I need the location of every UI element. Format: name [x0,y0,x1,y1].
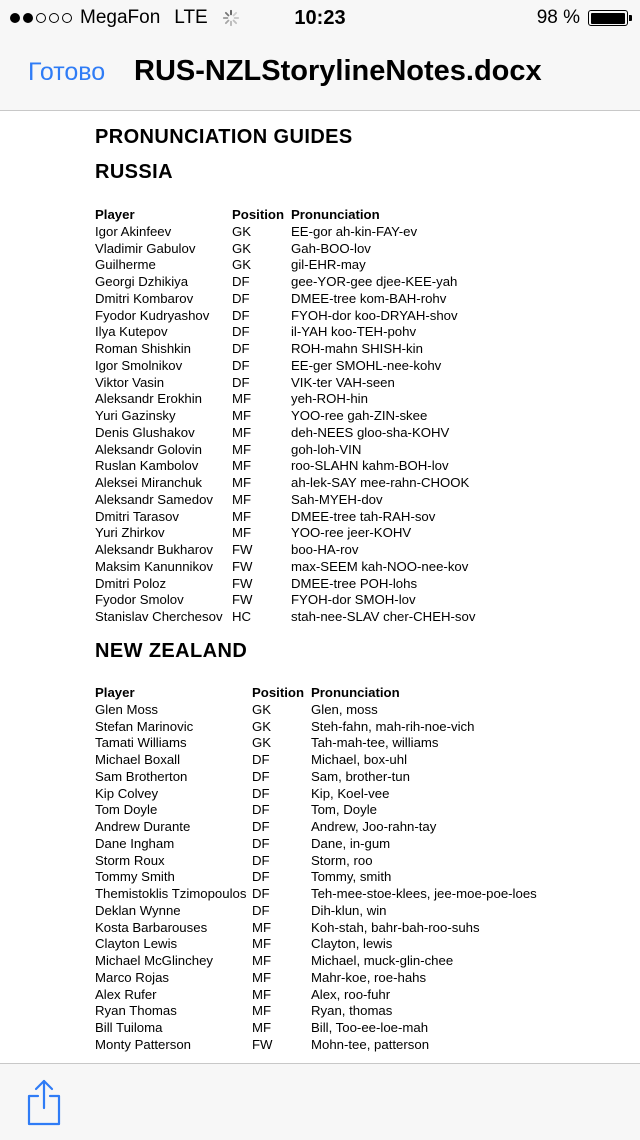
player-position: FW [232,558,253,574]
player-pronunciation: Steh-fahn, mah-rih-noe-vich [311,718,475,734]
table-row [95,224,475,241]
player-name: Stanislav Cherchesov [95,609,223,624]
player-name: Denis Glushakov [95,424,195,440]
player-name: Andrew Durante [95,819,191,834]
player-position: MF [232,391,252,407]
player-pronunciation: gil-EHR-may [291,257,366,273]
player-name: Fyodor Kudryashov [95,307,210,323]
table-row [95,308,475,325]
player-pronunciation: yeh-ROH-hin [291,391,368,407]
table-row [95,475,475,492]
player-pronunciation: il-YAH koo-TEH-pohv [291,324,417,340]
player-name: Marco Rojas [95,969,170,985]
player-pronunciation: gee-YOR-gee djee-KEE-yah [291,274,458,289]
battery-percent: 98 % [536,7,580,28]
player-position: DF [232,341,250,356]
player-name: Storm Roux [95,852,165,868]
player-pronunciation: EE-gor ah-kin-FAY-ev [291,223,418,239]
share-icon[interactable] [26,1078,62,1126]
player-name: Dmitri Kombarov [95,290,194,306]
player-pronunciation: Teh-mee-stoe-klees, jee-moe-poe-loes [311,886,537,901]
player-position: DF [252,852,270,868]
player-position: DF [252,902,270,918]
table-row [95,559,475,576]
player-pronunciation: Clayton, lewis [311,936,393,952]
player-name: Kosta Barbarouses [95,919,208,935]
document-viewer[interactable] [0,111,640,1063]
player-position: DF [232,307,250,323]
table-row [95,903,539,920]
player-position: MF [252,969,272,985]
player-name: Stefan Marinovic [95,718,194,734]
table-row [95,752,539,769]
russia-roster-table [95,207,475,626]
new-zealand-roster-table [95,685,539,1054]
table-row [95,241,475,258]
table-row [95,920,539,937]
player-position: DF [252,886,270,901]
player-position: MF [252,986,272,1002]
player-name: Yuri Gazinsky [95,408,176,423]
table-row [95,987,539,1004]
player-pronunciation: Koh-stah, bahr-bah-roo-suhs [311,919,480,935]
player-pronunciation: YOO-ree jeer-KOHV [291,525,412,541]
player-position: HC [232,609,252,624]
table-row [95,341,475,358]
table-row [95,836,539,853]
player-name: Dmitri Poloz [95,575,167,591]
player-name: Maksim Kanunnikov [95,558,214,574]
table-row [95,853,539,870]
player-name: Igor Akinfeev [95,223,172,239]
table-row [95,358,475,375]
player-name: Aleksandr Samedov [95,491,214,507]
player-pronunciation: boo-HA-rov [291,542,359,557]
player-position: MF [232,441,252,457]
player-name: Tamati Williams [95,735,187,751]
player-name: Clayton Lewis [95,936,178,952]
player-position: DF [252,835,270,851]
carrier-name: MegaFon [80,7,161,28]
player-position: FW [232,592,253,608]
player-position: GK [252,735,272,751]
network-type: LTE [174,7,208,28]
player-position: DF [252,869,270,885]
player-position: GK [252,718,272,734]
player-position: FW [232,542,253,557]
table-row [95,458,475,475]
player-pronunciation: Kip, Koel-vee [311,785,390,801]
table-row [95,324,475,341]
player-pronunciation: FYOH-dor koo-DRYAH-shov [291,307,458,323]
player-name: Alex Rufer [95,986,157,1002]
player-pronunciation: Storm, roo [311,852,373,868]
table-row [95,509,475,526]
battery-icon [588,10,628,26]
player-name: Deklan Wynne [95,902,181,918]
status-bar [0,0,640,36]
player-pronunciation: Michael, box-uhl [311,752,408,767]
player-position: MF [232,508,252,524]
table-row [95,291,475,308]
player-pronunciation: DMEE-tree POH-lohs [291,575,418,591]
table-row [95,702,539,719]
player-name: Michael Boxall [95,752,181,767]
player-name: Ilya Kutepov [95,324,168,340]
player-name: Kip Colvey [95,785,159,801]
player-pronunciation: Glen, moss [311,701,378,717]
player-position: MF [232,458,252,474]
player-position: DF [252,785,270,801]
player-name: Sam Brotherton [95,768,188,784]
player-pronunciation: Dane, in-gum [311,835,391,851]
table-row [95,257,475,274]
player-position: GK [232,240,252,256]
player-name: Aleksandr Bukharov [95,542,214,557]
table-row [95,786,539,803]
player-name: Fyodor Smolov [95,592,184,608]
player-pronunciation: Bill, Too-ee-loe-mah [311,1020,429,1035]
column-header-position: Position [232,207,285,222]
player-pronunciation: stah-nee-SLAV cher-CHEH-sov [291,609,476,624]
table-row [95,719,539,736]
player-position: DF [252,752,270,767]
table-row [95,391,475,408]
table-header-row [95,685,539,702]
player-pronunciation: Tom, Doyle [311,802,377,818]
player-name: Monty Patterson [95,1036,192,1052]
player-position: DF [232,290,250,306]
player-name: Viktor Vasin [95,374,165,390]
player-name: Roman Shishkin [95,341,192,356]
player-position: MF [232,525,252,541]
player-position: FW [252,1036,273,1052]
player-position: DF [232,274,250,289]
player-position: DF [232,324,250,340]
player-pronunciation: Mahr-koe, roe-hahs [311,969,427,985]
player-position: MF [232,408,252,423]
player-pronunciation: Gah-BOO-lov [291,240,371,256]
player-position: DF [232,374,250,390]
player-name: Aleksandr Erokhin [95,391,203,407]
table-row [95,525,475,542]
table-row [95,769,539,786]
table-header-row [95,207,475,224]
table-row [95,1003,539,1020]
column-header-pronunciation: Pronunciation [291,207,380,222]
player-pronunciation: ah-lek-SAY mee-rahn-CHOOK [291,475,470,490]
navigation-bar [0,36,640,111]
player-pronunciation: deh-NEES gloo-sha-KOHV [291,424,450,440]
document-heading: PRONUNCIATION GUIDES [95,126,353,148]
table-row [95,953,539,970]
player-position: MF [252,936,272,952]
table-row [95,869,539,886]
player-name: Dane Ingham [95,835,175,851]
player-name: Tom Doyle [95,802,158,818]
player-pronunciation: FYOH-dor SMOH-lov [291,592,416,608]
player-pronunciation: Mohn-tee, patterson [311,1036,430,1052]
table-row [95,819,539,836]
player-pronunciation: DMEE-tree tah-RAH-sov [291,508,436,524]
player-pronunciation: Tah-mah-tee, williams [311,735,439,751]
table-row [95,492,475,509]
player-position: MF [232,475,252,490]
table-row [95,1020,539,1037]
clock: 10:23 [294,7,346,29]
table-row [95,936,539,953]
player-pronunciation: Michael, muck-glin-chee [311,953,454,968]
player-pronunciation: Sam, brother-tun [311,768,410,784]
player-position: MF [232,491,252,507]
player-name: Michael McGlinchey [95,953,213,968]
player-name: Vladimir Gabulov [95,240,196,256]
player-position: DF [252,802,270,818]
table-row [95,408,475,425]
player-pronunciation: max-SEEM kah-NOO-nee-kov [291,558,469,574]
table-row [95,442,475,459]
player-pronunciation: Ryan, thomas [311,1003,393,1019]
player-name: Georgi Dzhikiya [95,274,189,289]
player-name: Tommy Smith [95,869,175,885]
table-row [95,274,475,291]
player-position: MF [232,424,252,440]
table-row [95,375,475,392]
player-pronunciation: YOO-ree gah-ZIN-skee [291,408,428,423]
table-row [95,576,475,593]
status-right [537,7,628,29]
player-pronunciation: Sah-MYEH-dov [291,491,383,507]
player-name: Themistoklis Tzimopoulos [95,886,247,901]
player-pronunciation: VIK-ter VAH-seen [291,374,395,390]
player-position: DF [252,768,270,784]
player-position: DF [252,819,270,834]
player-name: Ruslan Kambolov [95,458,199,474]
table-row [95,1037,539,1054]
player-name: Igor Smolnikov [95,357,183,373]
player-pronunciation: roo-SLAHN kahm-BOH-lov [291,458,449,474]
player-pronunciation: goh-loh-VIN [291,441,362,457]
player-pronunciation: Alex, roo-fuhr [311,986,391,1002]
player-pronunciation: DMEE-tree kom-BAH-rohv [291,290,447,306]
player-name: Dmitri Tarasov [95,508,180,524]
player-pronunciation: ROH-mahn SHISH-kin [291,341,423,356]
player-pronunciation: Dih-klun, win [311,902,387,918]
player-name: Yuri Zhirkov [95,525,165,541]
column-header-player: Player [95,685,135,700]
player-position: GK [252,701,272,717]
table-row [95,542,475,559]
table-row [95,735,539,752]
player-name: Aleksei Miranchuk [95,475,203,490]
player-position: GK [232,257,252,273]
player-position: MF [252,1003,272,1019]
player-name: Ryan Thomas [95,1003,177,1019]
player-position: MF [252,919,272,935]
player-position: MF [252,1020,272,1035]
player-name: Glen Moss [95,701,159,717]
table-row [95,886,539,903]
player-position: FW [232,575,253,591]
section-title-russia: RUSSIA [95,161,173,183]
section-title-new-zealand: NEW ZEALAND [95,640,248,662]
player-position: GK [232,223,252,239]
column-header-player: Player [95,207,135,222]
table-row [95,802,539,819]
player-position: DF [232,357,250,373]
document-title: RUS-NZLStorylineNotes.docx [134,55,542,87]
table-row [95,425,475,442]
player-name: Bill Tuiloma [95,1020,163,1035]
player-pronunciation: Tommy, smith [311,869,392,885]
player-name: Guilherme [95,257,156,273]
player-position: MF [252,953,272,968]
column-header-position: Position [252,685,305,700]
player-pronunciation: Andrew, Joo-rahn-tay [311,819,437,834]
table-row [95,592,475,609]
player-name: Aleksandr Golovin [95,441,203,457]
table-row [95,970,539,987]
bottom-toolbar [0,1063,640,1140]
done-button[interactable]: Готово [28,58,106,86]
player-pronunciation: EE-ger SMOHL-nee-kohv [291,357,442,373]
table-row [95,609,475,626]
column-header-pronunciation: Pronunciation [311,685,400,700]
